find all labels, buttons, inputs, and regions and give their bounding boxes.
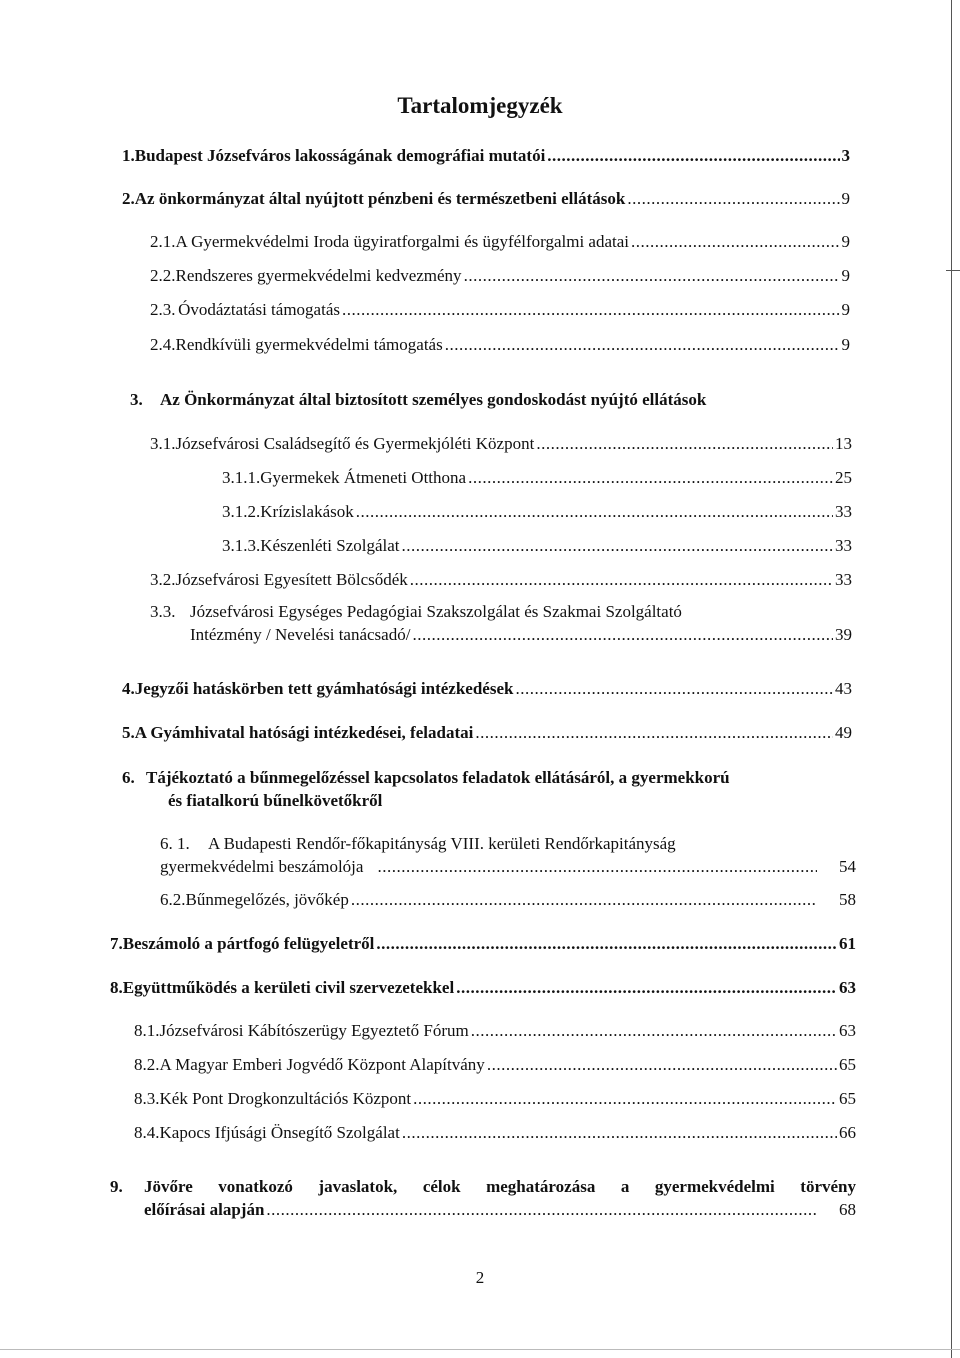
toc-entry-3-3-line1[interactable] [150,600,682,624]
toc-entry-text: Gyermekek Átmeneti Otthona [260,468,467,487]
toc-entry-page: 49 [835,723,852,742]
toc-entry-page: 65 [839,1055,856,1074]
toc-entry-page: 68 [839,1200,856,1219]
toc-leader [536,432,833,456]
toc-entry-3-1-3[interactable] [222,534,852,558]
toc-entry-page: 13 [835,434,852,453]
toc-entry-3-3-line2[interactable] [190,623,852,647]
toc-leader [631,230,839,254]
toc-entry-page: 9 [841,232,850,251]
toc-entry-2-4[interactable] [150,333,850,357]
toc-entry-number: 2.1. [150,232,176,251]
toc-entry-text: Józsefvárosi Egyesített Bölcsődék [175,570,408,589]
toc-entry-number: 3.1.2. [222,502,261,521]
toc-leader [471,1019,837,1043]
toc-entry-number: 3. [130,390,143,409]
toc-entry-text: Kék Pont Drogkonzultációs Központ [159,1089,412,1108]
scan-edge-tick [946,270,960,271]
toc-entry-number: 4. [122,679,135,698]
page-number: 2 [475,1268,485,1287]
toc-leader [412,623,833,647]
toc-entry-number: 2.4. [150,335,176,354]
toc-leader [627,187,839,211]
toc-entry-page: 61 [839,934,856,953]
toc-leader [402,534,833,558]
toc-entry-5[interactable] [122,721,852,745]
toc-entry-number: 8.2. [134,1055,160,1074]
toc-entry-text: Budapest Józsefváros lakosságának demográfiai mutatói [134,146,546,165]
toc-leader [487,1053,837,1077]
toc-entry-text: Józsefvárosi Családsegítő és Gyermekjóléti Központ [175,434,535,453]
toc-entry-8-1[interactable] [134,1019,856,1043]
toc-entry-text: Az Önkormányzat által biztosított személyes gondoskodást nyújtó ellátások [160,390,707,409]
toc-entry-text: Jövőre vonatkozó javaslatok, célok meghatározása a gyermekvédelmi törvény [144,1177,856,1196]
toc-entry-9-line1[interactable] [110,1175,856,1199]
toc-entry-number: 9. [110,1177,123,1196]
toc-leader [402,1121,837,1145]
toc-entry-text: Óvodáztatási támogatás [178,300,340,319]
toc-entry-text: Rendszeres gyermekvédelmi kedvezmény [175,266,462,285]
toc-entry-text: Az önkormányzat által nyújtott pénzbeni és természetbeni ellátások [134,189,626,208]
toc-entry-text: Krízislakások [260,502,354,521]
toc-entry-number: 8.3. [134,1089,160,1108]
toc-entry-page: 9 [841,335,850,354]
toc-entry-2[interactable] [122,187,850,211]
toc-leader [376,932,837,956]
toc-entry-page: 66 [839,1123,856,1142]
toc-leader [468,466,833,490]
toc-entry-3-2[interactable] [150,568,852,592]
toc-entry-6-line2[interactable] [168,789,382,813]
toc-entry-7[interactable] [110,932,856,956]
toc-leader [445,333,840,357]
toc-entry-number: 8.4. [134,1123,160,1142]
toc-entry-3-1-2[interactable] [222,500,852,524]
toc-entry-number: 3.1. [150,434,176,453]
toc-entry-text-cont: és fiatalkorú bűnelkövetőkről [168,791,383,810]
toc-leader [342,298,840,322]
toc-entry-8-3[interactable] [134,1087,856,1111]
toc-entry-number: 7. [110,934,123,953]
toc-entry-text: A Gyámhivatal hatósági intézkedései, feladatai [134,723,474,742]
toc-entry-8-4[interactable] [134,1121,856,1145]
toc-leader [413,1087,837,1111]
toc-entry-8[interactable] [110,976,856,1000]
toc-entry-page: 43 [835,679,852,698]
toc-entry-8-2[interactable] [134,1053,856,1077]
toc-entry-number: 2. [122,189,135,208]
toc-entry-page: 9 [841,266,850,285]
toc-entry-text: Józsefvárosi Egységes Pedagógiai Szakszolgálat és Szakmai Szolgáltató [190,602,682,621]
toc-entry-page: 33 [835,536,852,555]
toc-entry-6-2[interactable] [160,888,856,912]
toc-entry-page: 39 [835,625,852,644]
toc-entry-6-line1[interactable] [122,766,730,790]
toc-entry-text: Kapocs Ifjúsági Önsegítő Szolgálat [159,1123,400,1142]
toc-entry-page: 3 [841,146,850,165]
toc-leader [356,500,833,524]
toc-entry-2-3[interactable] [150,298,850,322]
toc-entry-number: 6. 1. [160,834,190,853]
toc-entry-number: 8. [110,978,123,997]
toc-leader [410,568,833,592]
toc-entry-3-1-1[interactable] [222,466,852,490]
toc-leader [266,1198,817,1222]
scan-edge-line [951,0,952,1358]
toc-entry-number: 8.1. [134,1021,160,1040]
scan-bottom-line [0,1349,960,1350]
toc-entry-text: A Budapesti Rendőr-főkapitányság VIII. kerületi Rendőrkapitányság [208,834,676,853]
toc-entry-number: 1. [122,146,135,165]
toc-entry-number: 3.1.1. [222,468,261,487]
toc-entry-page: 65 [839,1089,856,1108]
toc-entry-text: Jegyzői hatáskörben tett gyámhatósági intézkedések [134,679,514,698]
toc-leader [475,721,833,745]
toc-entry-1[interactable] [122,144,850,168]
toc-entry-number: 3.2. [150,570,176,589]
toc-entry-page: 54 [839,857,856,876]
toc-entry-page: 58 [839,890,856,909]
toc-entry-2-2[interactable] [150,264,850,288]
toc-entry-4[interactable] [122,677,852,701]
toc-entry-page: 25 [835,468,852,487]
toc-entry-6-1-line1[interactable] [160,832,676,856]
toc-entry-text: A Magyar Emberi Jogvédő Központ Alapítvány [159,1055,485,1074]
toc-entry-text: Készenléti Szolgálat [260,536,400,555]
toc-entry-number: 6.2. [160,890,186,909]
toc-entry-9-line2[interactable] [144,1198,856,1222]
toc-leader [515,677,833,701]
toc-entry-number: 2.2. [150,266,176,285]
toc-entry-number: 3.1.3. [222,536,261,555]
toc-leader [377,855,817,879]
toc-entry-number: 2.3. [150,300,176,319]
toc-entry-text: A Gyermekvédelmi Iroda ügyiratforgalmi és ügyfélforgalmi adatai [175,232,630,251]
toc-entry-2-1[interactable] [150,230,850,254]
toc-entry-number: 5. [122,723,135,742]
toc-title: Tartalomjegyzék [397,93,563,118]
toc-leader [547,144,839,168]
toc-entry-text: Együttműködés a kerületi civil szervezetekkel [122,978,455,997]
toc-entry-text-cont: gyermekvédelmi beszámolója [160,857,364,876]
toc-entry-page: 33 [835,502,852,521]
toc-entry-text: Józsefvárosi Kábítószerügy Egyeztető Fórum [159,1021,469,1040]
toc-entry-page: 63 [839,1021,856,1040]
toc-entry-3-1[interactable] [150,432,852,456]
toc-entry-text: Beszámoló a pártfogó felügyeletről [122,934,375,953]
toc-entry-3[interactable] [130,388,850,412]
toc-entry-text-cont: Intézmény / Nevelési tanácsadó/ [190,625,411,644]
toc-leader [456,976,837,1000]
toc-entry-number: 3.3. [150,602,176,621]
toc-entry-text: Rendkívüli gyermekvédelmi támogatás [175,335,443,354]
toc-leader [464,264,840,288]
toc-entry-text-cont: előírásai alapján [144,1200,265,1219]
toc-entry-page: 9 [841,300,850,319]
toc-entry-6-1-line2[interactable] [160,855,856,879]
toc-entry-text: Tájékoztató a bűnmegelőzéssel kapcsolatos feladatok ellátásáról, a gyermekkorú [146,768,730,787]
toc-entry-page: 33 [835,570,852,589]
toc-entry-text: Bűnmegelőzés, jövőkép [185,890,349,909]
toc-entry-page: 9 [841,189,850,208]
toc-entry-number: 6. [122,768,135,787]
toc-leader [351,888,817,912]
toc-entry-page: 63 [839,978,856,997]
